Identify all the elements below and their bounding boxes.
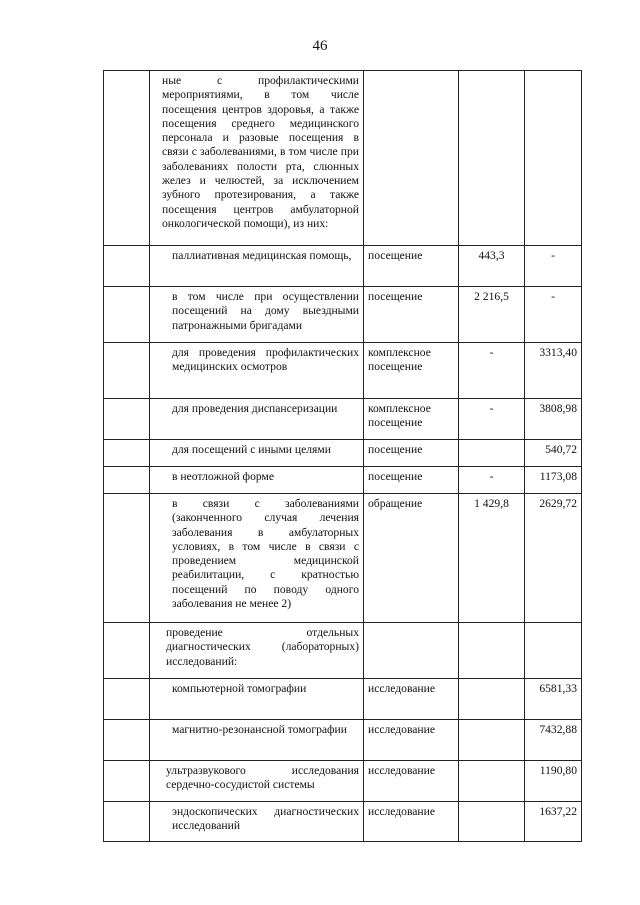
value-a-cell bbox=[459, 71, 525, 246]
row-number-cell bbox=[104, 761, 150, 802]
row-number-cell bbox=[104, 467, 150, 494]
unit-cell: исследование bbox=[364, 761, 459, 802]
row-number-cell bbox=[104, 246, 150, 287]
service-description: ные с профилактическими мероприятиями, в том числе посещения центров здоровья, а также посещения среднего медицинского персонала и разовые посещения в связи с заболеваниями, в том числе при заболеваниях полости рта, слюнных желез и челюстей, за исключением зубного протезирования, а также посещения центров амбулаторной онкологической помощи), из них: bbox=[150, 71, 364, 246]
table-row bbox=[104, 623, 582, 679]
table-row bbox=[104, 246, 582, 287]
value-b-cell: 1173,08 bbox=[525, 467, 582, 494]
table-row bbox=[104, 802, 582, 842]
row-number-cell bbox=[104, 623, 150, 679]
service-description: для проведения диспансеризации bbox=[150, 399, 364, 440]
service-description: паллиативная медицинская помощь, bbox=[150, 246, 364, 287]
value-b-cell: 3808,98 bbox=[525, 399, 582, 440]
row-number-cell bbox=[104, 494, 150, 623]
table-row bbox=[104, 287, 582, 343]
table-row bbox=[104, 467, 582, 494]
row-number-cell bbox=[104, 679, 150, 720]
value-a-cell: - bbox=[459, 399, 525, 440]
table-row bbox=[104, 71, 582, 246]
table-row bbox=[104, 494, 582, 623]
value-a-cell bbox=[459, 802, 525, 842]
value-b-cell: 2629,72 bbox=[525, 494, 582, 623]
unit-cell: посещение bbox=[364, 440, 459, 467]
unit-cell: посещение bbox=[364, 246, 459, 287]
value-b-cell: 540,72 bbox=[525, 440, 582, 467]
value-b-cell: - bbox=[525, 287, 582, 343]
table-row bbox=[104, 679, 582, 720]
value-b-cell: 7432,88 bbox=[525, 720, 582, 761]
row-number-cell bbox=[104, 720, 150, 761]
page-number: 46 bbox=[312, 38, 328, 54]
value-a-cell: 1 429,8 bbox=[459, 494, 525, 623]
service-description: компьютерной томографии bbox=[150, 679, 364, 720]
unit-cell: обращение bbox=[364, 494, 459, 623]
value-a-cell: - bbox=[459, 343, 525, 399]
unit-cell: комплексное посещение bbox=[364, 343, 459, 399]
table-row bbox=[104, 343, 582, 399]
value-b-cell: 1637,22 bbox=[525, 802, 582, 842]
value-a-cell bbox=[459, 720, 525, 761]
unit-cell: исследование bbox=[364, 679, 459, 720]
value-a-cell: - bbox=[459, 467, 525, 494]
row-number-cell bbox=[104, 802, 150, 842]
value-b-cell: - bbox=[525, 246, 582, 287]
value-a-cell bbox=[459, 679, 525, 720]
service-description: ультразвукового исследования сердечно-сосудистой системы bbox=[150, 761, 364, 802]
value-b-cell bbox=[525, 623, 582, 679]
unit-cell: посещение bbox=[364, 467, 459, 494]
value-a-cell bbox=[459, 440, 525, 467]
service-description: для посещений с иными целями bbox=[150, 440, 364, 467]
unit-cell: исследование bbox=[364, 720, 459, 761]
service-description: проведение отдельных диагностических (лабораторных) исследований: bbox=[150, 623, 364, 679]
value-a-cell bbox=[459, 623, 525, 679]
value-a-cell bbox=[459, 761, 525, 802]
service-description: в неотложной форме bbox=[150, 467, 364, 494]
value-a-cell: 2 216,5 bbox=[459, 287, 525, 343]
service-description: в связи с заболеваниями (законченного случая лечения заболевания в амбулаторных условиях, в том числе в связи с проведением медицинской реабилитации, с кратностью посещений по поводу одного заболевания не менее 2) bbox=[150, 494, 364, 623]
value-a-cell: 443,3 bbox=[459, 246, 525, 287]
row-number-cell bbox=[104, 287, 150, 343]
row-number-cell bbox=[104, 343, 150, 399]
service-description: для проведения профилактических медицинских осмотров bbox=[150, 343, 364, 399]
row-number-cell bbox=[104, 399, 150, 440]
unit-cell: комплексное посещение bbox=[364, 399, 459, 440]
table-row bbox=[104, 440, 582, 467]
row-number-cell bbox=[104, 440, 150, 467]
service-description: магнитно-резонансной томографии bbox=[150, 720, 364, 761]
value-b-cell: 1190,80 bbox=[525, 761, 582, 802]
row-number-cell bbox=[104, 71, 150, 246]
table-row bbox=[104, 761, 582, 802]
service-description: эндоскопических диагностических исследований bbox=[150, 802, 364, 842]
unit-cell: исследование bbox=[364, 802, 459, 842]
table-row bbox=[104, 720, 582, 761]
value-b-cell: 3313,40 bbox=[525, 343, 582, 399]
value-b-cell: 6581,33 bbox=[525, 679, 582, 720]
value-b-cell bbox=[525, 71, 582, 246]
table-row bbox=[104, 399, 582, 440]
service-description: в том числе при осуществлении посещений на дому выездными патронажными бригадами bbox=[150, 287, 364, 343]
unit-cell bbox=[364, 623, 459, 679]
tariff-table bbox=[103, 70, 582, 842]
unit-cell bbox=[364, 71, 459, 246]
unit-cell: посещение bbox=[364, 287, 459, 343]
